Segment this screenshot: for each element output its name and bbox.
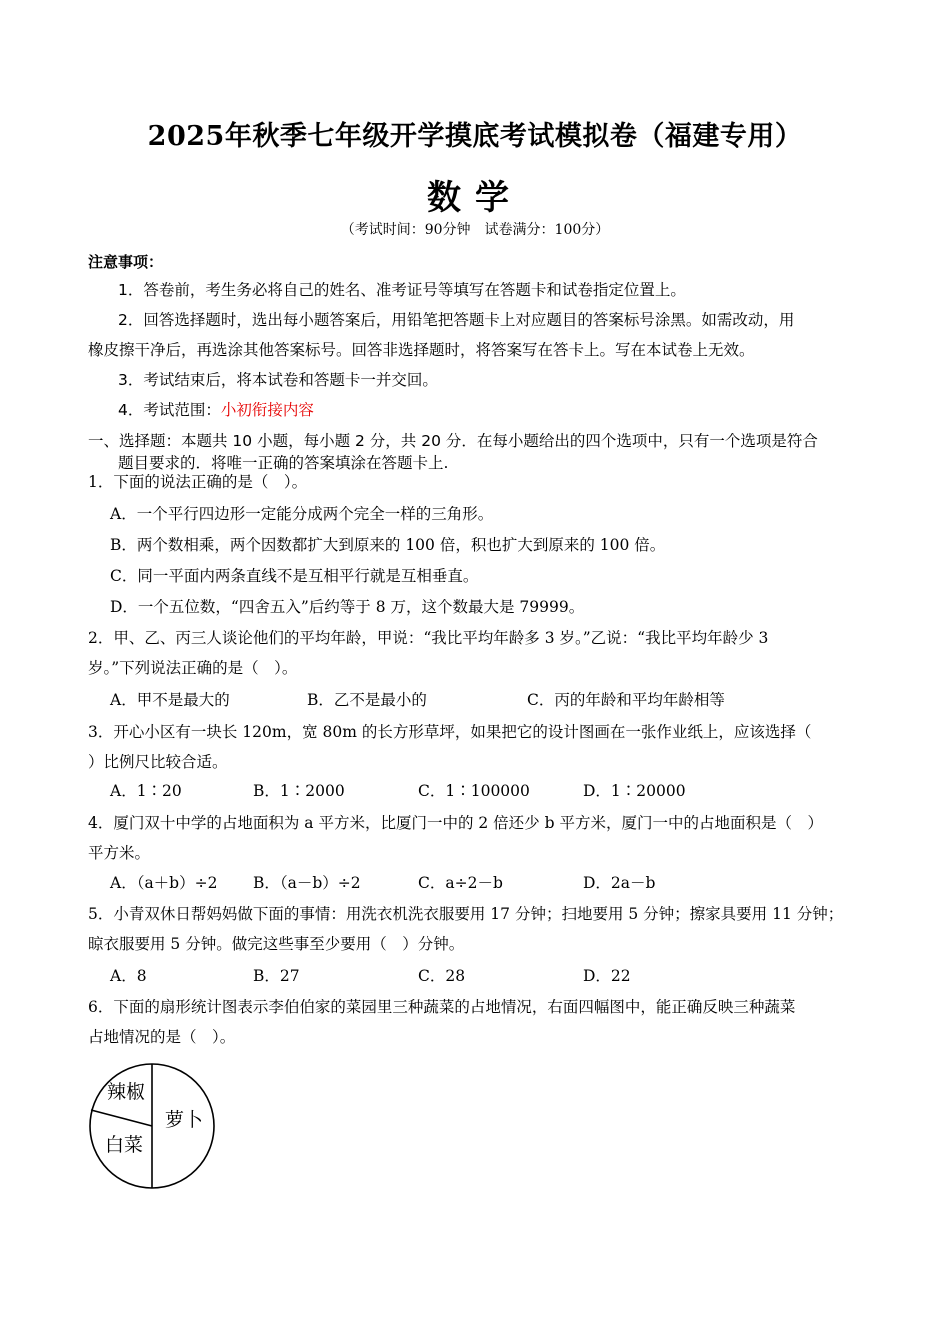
section-1-instructions <box>88 430 878 474</box>
pie-label-bai-cai: 白菜 <box>104 1134 144 1156</box>
q3-option-a: A．1∶20 <box>110 782 182 800</box>
q1-option-c: C．同一平面内两条直线不是互相平行就是互相垂直。 <box>110 567 479 585</box>
pie-label-luo-bo: 萝卜 <box>164 1109 204 1131</box>
q5-option-c: C．28 <box>418 967 466 985</box>
subject-heading: 数学 <box>427 178 523 218</box>
q4-stem-1: 4．厦门双十中学的占地面积为 a 平方米，比厦门一中的 2 倍还少 b 平方米，厦门一中的占地面积是（ ） <box>88 814 823 832</box>
q5-stem-1: 5．小青双休日帮妈妈做下面的事情：用洗衣机洗衣服要用 17 分钟；扫地要用 5 分钟；擦家具要用 11 分钟； <box>88 905 844 923</box>
exam-meta: （考试时间：90分钟 试卷满分：100分） <box>340 222 610 238</box>
q4-option-a: A．（a＋b）÷2 <box>110 874 218 892</box>
note-4-value: 小初衔接内容 <box>220 401 314 419</box>
page-title: 2025年秋季七年级开学摸底考试模拟卷（福建专用） <box>147 121 803 152</box>
q2-option-c: C．丙的年龄和平均年龄相等 <box>527 691 725 709</box>
q2-option-a: A．甲不是最大的 <box>110 691 230 709</box>
section-1-line-1: 一、选择题：本题共 10 小题，每小题 2 分，共 20 分．在每小题给出的四个选项中，只有一个选项是符合 <box>88 432 818 450</box>
section-1-line-2: 题目要求的．将唯一正确的答案填涂在答题卡上. <box>118 454 449 472</box>
note-2b: 橡皮擦干净后，再选涂其他答案标号。回答非选择题时，将答案写在答卡上。写在本试卷上无效。 <box>88 341 755 359</box>
q2-stem-1: 2．甲、乙、丙三人谈论他们的平均年龄，甲说：“我比平均年龄多 3 岁。”乙说：“我比平均年龄少 3 <box>88 629 769 647</box>
q4-option-b: B．（a－b）÷2 <box>253 874 361 892</box>
q3-option-b: B．1∶2000 <box>253 782 345 800</box>
vegetable-pie-chart <box>86 1060 218 1192</box>
q6-stem-2: 占地情况的是（ ）。 <box>88 1028 236 1046</box>
q4-option-c: C．a÷2－b <box>418 874 503 892</box>
q2-stem-2: 岁。”下列说法正确的是（ ）。 <box>88 659 298 677</box>
note-3: 3．考试结束后，将本试卷和答题卡一并交回。 <box>118 371 438 389</box>
q6-stem-1: 6．下面的扇形统计图表示李伯伯家的菜园里三种蔬菜的占地情况，右面四幅图中，能正确反映三种蔬菜 <box>88 998 796 1016</box>
q3-stem-2: ）比例尺比较合适。 <box>88 753 228 771</box>
note-4-label: 4．考试范围： <box>118 401 221 419</box>
q5-option-a: A．8 <box>110 967 147 985</box>
q1-option-d: D．一个五位数，“四舍五入”后约等于 8 万，这个数最大是 79999。 <box>110 598 585 616</box>
note-2a: 2．回答选择题时，选出每小题答案后，用铅笔把答题卡上对应题目的答案标号涂黑。如需改动，用 <box>118 311 795 329</box>
q1-option-b: B．两个数相乘，两个因数都扩大到原来的 100 倍，积也扩大到原来的 100 倍。 <box>110 536 666 554</box>
notes-heading: 注意事项： <box>88 253 164 271</box>
q4-option-d: D．2a－b <box>583 874 656 892</box>
q3-option-d: D．1∶20000 <box>583 782 686 800</box>
pie-label-la-jiao: 辣椒 <box>106 1081 146 1103</box>
note-1: 1．答卷前，考生务必将自己的姓名、准考证号等填写在答题卡和试卷指定位置上。 <box>118 281 686 299</box>
q5-option-d: D．22 <box>583 967 631 985</box>
q3-stem-1: 3．开心小区有一块长 120m，宽 80m 的长方形草坪，如果把它的设计图画在一张作业纸上，应该选择（ <box>88 723 812 741</box>
q3-option-c: C．1∶100000 <box>418 782 530 800</box>
q5-option-b: B．27 <box>253 967 300 985</box>
note-4 <box>118 395 314 425</box>
q2-option-b: B．乙不是最小的 <box>307 691 427 709</box>
q5-stem-2: 晾衣服要用 5 分钟。做完这些事至少要用（ ）分钟。 <box>88 935 465 953</box>
q1-stem: 1．下面的说法正确的是（ ）。 <box>88 473 308 491</box>
q4-stem-2: 平方米。 <box>88 844 151 862</box>
q1-option-a: A．一个平行四边形一定能分成两个完全一样的三角形。 <box>110 505 494 523</box>
